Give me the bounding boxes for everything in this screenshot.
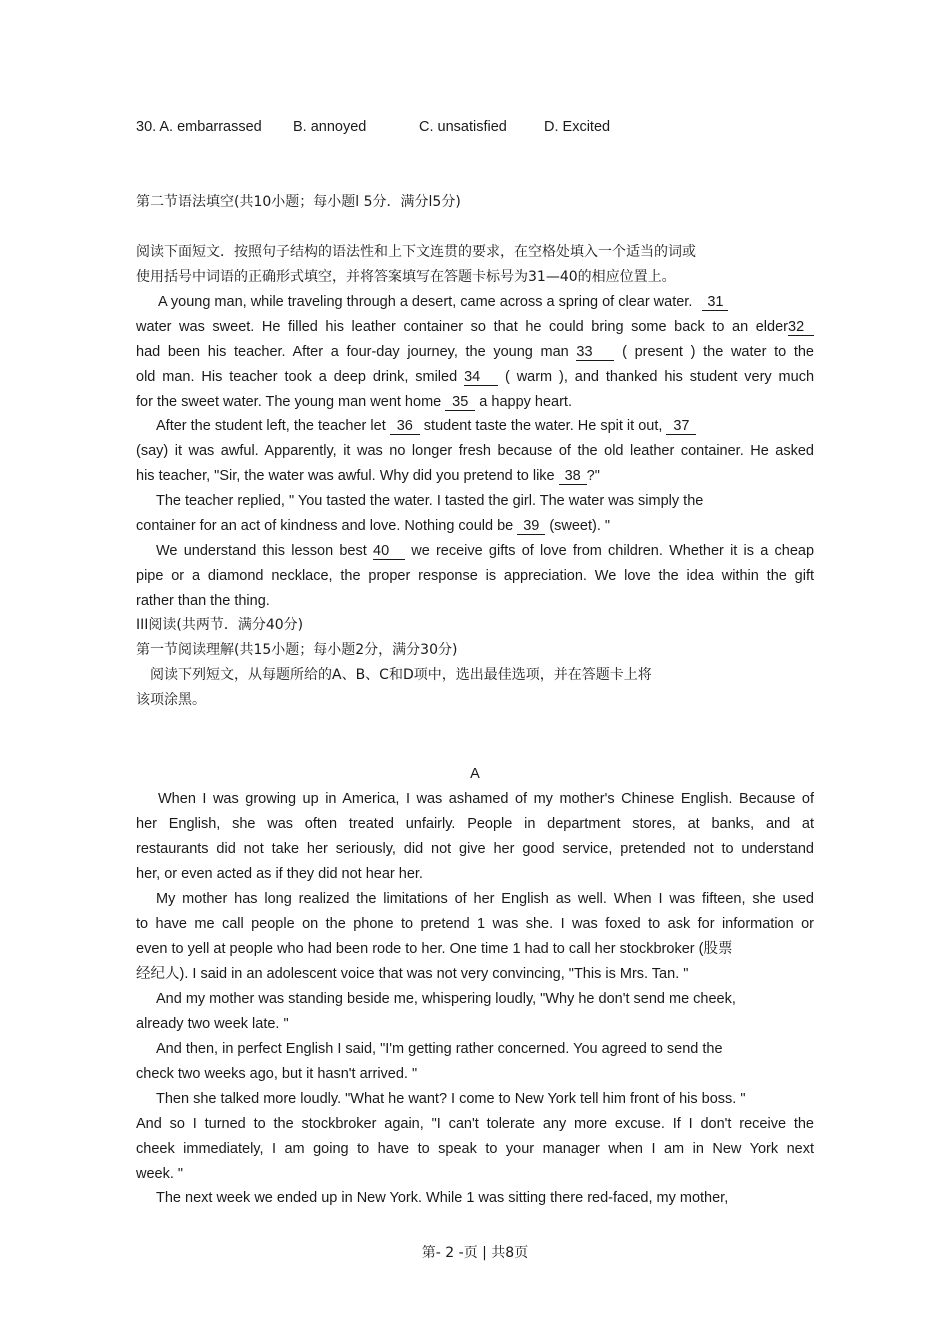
passage-line: 经纪人). I said in an adolescent voice that was not very convincing, "This is Mrs. Tan. " — [136, 966, 689, 982]
passage-line: even to yell at people who had been rode to her. One time 1 had to call her stockbroker (股票 — [136, 941, 733, 957]
reading-heading: 第一节阅读理解(共15小题；每小题2分，满分30分) — [136, 642, 458, 658]
text-segment: We understand this lesson best — [156, 543, 367, 559]
grammar-text-line: (say) it was awful. Apparently, it was no longer fresh because of the old leather container. He asked — [136, 443, 814, 459]
grammar-text-line — [136, 365, 814, 390]
grammar-text-line: pipe or a diamond necklace, the proper response is appreciation. We love the idea within the gift — [136, 568, 814, 584]
text-segment: A young man, while traveling through a desert, came across a spring of clear water. — [158, 294, 693, 310]
passage-line: already two week late. " — [136, 1016, 289, 1032]
passage-line: to have me call people on the phone to pretend 1 was she. I was foxed to ask for information or — [136, 916, 814, 932]
blank-36: 36 — [390, 418, 420, 435]
reading-instruction-line-1: 阅读下列短文，从每题所给的A、B、C和D项中，选出最佳选项，并在答题卡上将 — [150, 667, 652, 683]
passage-line: restaurants did not take her seriously, did not give her good service, pretended not to understand — [136, 841, 814, 857]
grammar-text-line — [136, 390, 814, 415]
text-segment: After the student left, the teacher let — [156, 418, 386, 434]
blank-38: 38 — [559, 468, 587, 485]
text-segment: container for an act of kindness and love. Nothing could be — [136, 518, 514, 534]
passage-line: The next week we ended up in New York. While 1 was sitting there red-faced, my mother, — [156, 1190, 729, 1206]
grammar-text-line — [136, 514, 814, 539]
text-segment: his teacher, "Sir, the water was awful. Why did you pretend to like — [136, 468, 555, 484]
grammar-instruction-line-1: 阅读下面短文．按照句子结构的语法性和上下文连贯的要求，在空格处填入一个适当的词或 — [136, 244, 696, 260]
q30-option-c: C. unsatisfied — [419, 119, 507, 135]
text-segment: water was sweet. He filled his leather container so that he could bring some back to an elder — [136, 319, 788, 335]
passage-line: Then she talked more loudly. "What he want? I come to New York tell him front of his boss. " — [156, 1091, 746, 1107]
grammar-instruction-line-2: 使用括号中词语的正确形式填空，并将答案填写在答题卡标号为31—40的相应位置上。 — [136, 269, 676, 285]
passage-line: cheek immediately, I am going to have to speak to your manager when I am in New York next — [136, 1141, 814, 1157]
passage-line: her English, she was often treated unfairly. People in department stores, at banks, and at — [136, 816, 814, 832]
text-segment: old man. His teacher took a deep drink, smiled — [136, 369, 458, 385]
grammar-text-line — [136, 290, 814, 315]
blank-32: 32 — [788, 319, 814, 336]
question-30 — [136, 115, 814, 140]
text-segment: (sweet). " — [549, 518, 611, 534]
blank-35: 35 — [445, 394, 475, 411]
q30-option-b: B. annoyed — [293, 119, 367, 135]
grammar-text-line — [136, 340, 814, 365]
text-segment: ( present ) the water to the — [622, 344, 814, 360]
blank-34: 34 — [464, 369, 498, 386]
reading-instruction-line-2: 该项涂黑。 — [136, 692, 206, 708]
text-segment: for the sweet water. The young man went home — [136, 394, 442, 410]
passage-label: A — [470, 766, 480, 782]
blank-31: 31 — [702, 294, 728, 311]
blank-33: 33 — [576, 344, 614, 361]
text-segment: we receive gifts of love from children. Whether it is a cheap — [411, 543, 814, 559]
blank-39: 39 — [517, 518, 545, 535]
passage-line: And then, in perfect English I said, "I'm getting rather concerned. You agreed to send the — [156, 1041, 723, 1057]
grammar-text-line — [136, 414, 814, 439]
page-footer: 第- 2 -页 | 共8页 — [421, 1245, 529, 1261]
text-segment: ( warm ), and thanked his student very much — [504, 369, 814, 385]
grammar-text-line — [136, 464, 814, 489]
text-segment: had been his teacher. After a four-day journey, the young man — [136, 344, 569, 360]
reading-section-title: III阅读(共两节．满分40分) — [136, 617, 304, 633]
passage-line: My mother has long realized the limitations of her English as well. When I was fifteen, she used — [156, 891, 814, 907]
q30-option-a: 30. A. embarrassed — [136, 119, 262, 135]
grammar-heading: 第二节语法填空(共10小题；每小题l 5分．满分l5分) — [136, 194, 461, 210]
blank-37: 37 — [666, 418, 696, 435]
text-segment: a happy heart. — [479, 394, 572, 410]
grammar-text-line: The teacher replied, " You tasted the water. I tasted the girl. The water was simply the — [156, 493, 704, 509]
grammar-text-line: rather than the thing. — [136, 593, 270, 609]
passage-line: And my mother was standing beside me, whispering loudly, "Why he don't send me cheek, — [156, 991, 736, 1007]
passage-line: check two weeks ago, but it hasn't arrived. " — [136, 1066, 418, 1082]
grammar-text-line — [136, 315, 814, 340]
passage-line: week. " — [136, 1166, 184, 1182]
text-segment: ?" — [586, 468, 600, 484]
blank-40: 40 — [373, 543, 405, 560]
grammar-text-line — [136, 539, 814, 564]
q30-option-d: D. Excited — [544, 119, 611, 135]
text-segment: student taste the water. He spit it out, — [423, 418, 663, 434]
passage-line: And so I turned to the stockbroker again, "I can't tolerate any more excuse. If I don't receive the — [136, 1116, 814, 1132]
passage-line: her, or even acted as if they did not hear her. — [136, 866, 423, 882]
passage-line: When I was growing up in America, I was ashamed of my mother's Chinese English. Because of — [158, 791, 814, 807]
